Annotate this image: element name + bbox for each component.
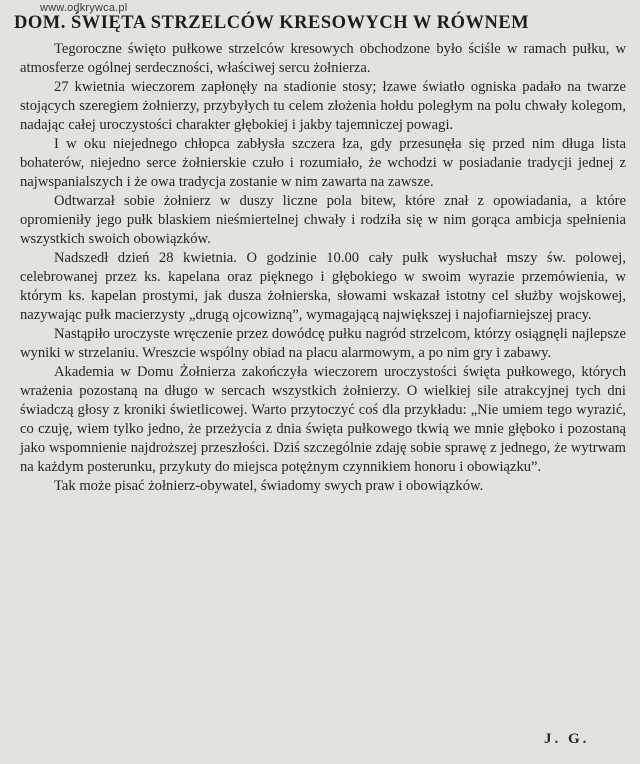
article-title: DOM. ŚWIĘTA STRZELCÓW KRESOWYCH W RÓWNEM — [14, 13, 530, 33]
paragraph-7: Akademia w Domu Żołnierza zakończyła wieczorem uroczystości święta pułkowego, których wrażenia pozostaną na długo w sercach wszystkich żołnierzy. O wielkiej sile atrakcyjnej tych dni świadczą głosy z kroniki świetlicowej. Warto przytoczyć coś dla przykładu: „Nie umiem tego wyrazić, co czuję, wiem tylko jedno, że przeżycia z dnia święta pułkowego tkwią we mnie głęboko i pozostaną jako wspomnienie najdroższej przeszłości. Dziś szczególnie zdaję sobie sprawę z jednego, że wytrwam na każdym posterunku, przykuty do miejsca potężnym czynnikiem honoru i obowiązku”. — [20, 364, 626, 475]
paragraph-1: Tegoroczne święto pułkowe strzelców kresowych obchodzone było ściśle w ramach pułku, w atmosferze ogólnej serdeczności, właściwej sercu żołnierza. — [20, 41, 626, 76]
paragraph-4: Odtwarzał sobie żołnierz w duszy liczne pola bitew, które znał z opowiadania, a które opromieniły jego pułk blaskiem nieśmiertelnej chwały i rodziła się w nim gorąca ambicja spełnienia wszystkich swoich obowiązków. — [20, 193, 626, 247]
paragraph-3: I w oku niejednego chłopca zabłysła szczera łza, gdy przesunęła się przed nim długa lista bohaterów, niejedno serce żołnierskie czuło i rozumiało, że wchodzi w posiadanie tradycji jednej z najwspanialszych i że owa tradycja zostanie w nim zawarta na zawsze. — [20, 136, 626, 190]
author-signature: J. G. — [544, 731, 590, 747]
paragraph-5: Nadszedł dzień 28 kwietnia. O godzinie 10.00 cały pułk wysłuchał mszy św. polowej, celebrowanej przez ks. kapelana oraz pięknego i głębokiego w swoim wyrazie przemówienia, w którym ks. kapelan prostymi, jak dusza żołnierska, słowami wskazał istotny cel służby wojskowej, nazywając pułk macierzysty „drugą ojcowizną”, wymagającą największej i najofiarniejszej pracy. — [20, 250, 626, 323]
paragraph-8: Tak może pisać żołnierz-obywatel, świadomy swych praw i obowiązków. — [54, 478, 484, 494]
paragraph-2: 27 kwietnia wieczorem zapłonęły na stadionie stosy; łzawe światło ogniska padało na twarze stojących szeregiem żołnierzy, przybyłych tu celem złożenia hołdu poległym na polu chwały kolegom, nadając całej uroczystości charakter głębokiej i jakby tajemniczej powagi. — [20, 79, 626, 133]
article-body — [20, 40, 626, 496]
paragraph-6: Nastąpiło uroczyste wręczenie przez dowódcę pułku nagród strzelcom, którzy osiągnęli najlepsze wyniki w strzelaniu. Wreszcie wspólny obiad na placu alarmowym, a po nim gry i zabawy. — [20, 326, 626, 361]
watermark-text: www.odkrywca.pl — [40, 2, 128, 14]
